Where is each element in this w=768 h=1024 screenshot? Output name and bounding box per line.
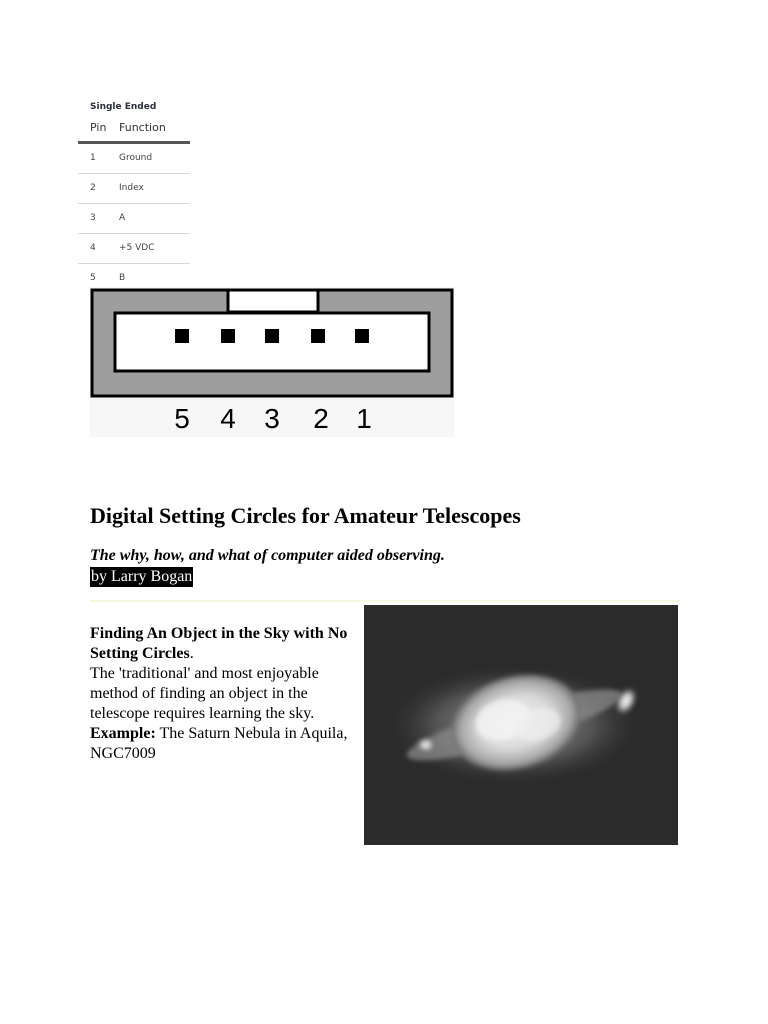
pin-label: 5 [174,403,190,434]
pin-table [78,99,190,293]
article-byline: by Larry Bogan [91,568,193,585]
table-row [78,234,190,264]
pin-table-header [78,115,190,144]
table-row [78,204,190,234]
pin-label: 4 [220,403,236,434]
pin-number: 2 [90,183,96,193]
function-column-header: Function [119,121,166,134]
example-label: Example: [90,725,156,742]
pin-contact [311,329,325,343]
table-row [78,174,190,204]
pin-contact [175,329,189,343]
pin-contact [265,329,279,343]
article-body [90,624,352,764]
pin-number: 3 [90,213,96,223]
section-divider [90,600,680,602]
connector-key-notch [228,290,318,312]
pin-number: 1 [90,153,96,163]
section-heading: Finding An Object in the Sky with No Setting Circles [90,625,348,662]
pin-column-header: Pin [90,121,107,134]
pin-contact [355,329,369,343]
pin-number: 4 [90,243,96,253]
article-title: Digital Setting Circles for Amateur Telescopes [90,503,521,528]
section-heading-period: . [189,645,194,662]
pin-function: A [119,213,126,223]
pin-label: 3 [264,403,280,434]
connector-diagram [90,287,454,437]
example-text: The Saturn Nebula in Aquila, NGC7009 [90,725,348,762]
pin-table-caption: Single Ended [90,102,157,112]
pin-function: +5 VDC [119,243,155,253]
pin-function: Ground [119,153,153,163]
table-row [78,144,190,174]
nebula-ansa-left [416,737,436,753]
article-subtitle: The why, how, and what of computer aided observing. [90,547,445,564]
pin-contact [221,329,235,343]
pin-function: Index [119,183,144,193]
pin-function: B [119,273,126,283]
saturn-nebula-image [364,605,678,845]
pin-label: 2 [313,403,329,434]
pin-number: 5 [90,273,96,283]
pin-label: 1 [356,403,372,434]
body-paragraph: The 'traditional' and most enjoyable method of finding an object in the telescope requires learning the sky. [90,665,319,722]
